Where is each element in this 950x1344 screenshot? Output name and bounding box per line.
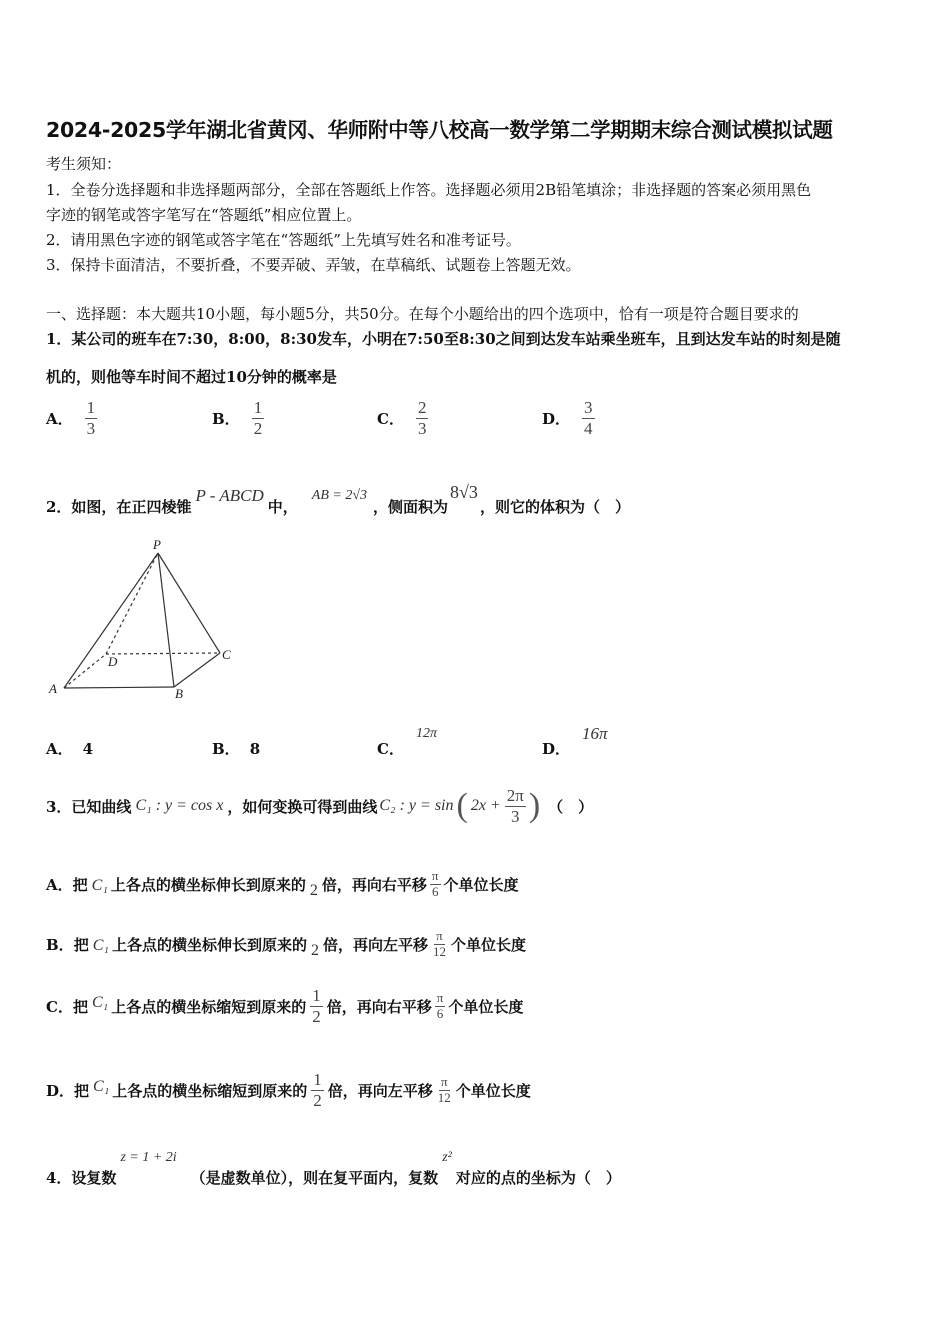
vertex-label-p: P xyxy=(153,537,161,552)
q1-option-c[interactable] xyxy=(377,398,428,438)
option-label: B． xyxy=(212,409,240,428)
option-label: D． xyxy=(542,409,571,428)
edge-ad xyxy=(64,654,106,688)
fraction: $\frac{1}{2}$ xyxy=(253,398,263,438)
edge-pc xyxy=(158,553,220,653)
q1-option-a[interactable] xyxy=(46,398,97,438)
vertex-label-b: B xyxy=(175,686,183,701)
edge-pd xyxy=(106,553,158,654)
vertex-label-d: D xyxy=(108,654,118,669)
q1-option-b[interactable] xyxy=(212,398,264,438)
q3-option-c[interactable]: C． 把 C₁ 上各点的横坐标缩短到原来的 $\frac{1}{2}$ 倍，再向右平移 $\frac{\pi}{6}$ 个单位长度 xyxy=(46,986,524,1026)
option-label: A． xyxy=(46,409,73,428)
q1-stem-cont: 机的，则他等车时间不超过10分钟的概率是 xyxy=(46,368,337,386)
notice-item-3: 3．保持卡面清洁，不要折叠，不要弄破、弄皱，在草稿纸、试题卷上答题无效。 xyxy=(46,256,581,274)
fraction: $\frac{1}{3}$ xyxy=(86,398,96,438)
paren-left: ( xyxy=(456,787,468,825)
q1-stem: 1．某公司的班车在7:30，8:00，8:30发车，小明在7:50至8:30之间到达发车站乘坐班车，且到达发车站的时刻是随 xyxy=(46,330,841,348)
q3-option-b[interactable]: B． 把 C₁ 上各点的横坐标伸长到原来的 2 倍，再向左平移 $\frac{\pi}{12}$ 个单位长度 xyxy=(46,927,526,959)
vertex-label-c: C xyxy=(222,647,231,662)
page-title: 2024-2025学年湖北省黄冈、华师附中等八校高一数学第二学期期末综合测试模拟试题 xyxy=(46,118,833,142)
q3-option-d[interactable]: D． 把 C₁ 上各点的横坐标缩短到原来的 $\frac{1}{2}$ 倍，再向左平移 $\frac{\pi}{12}$ 个单位长度 xyxy=(46,1070,531,1110)
notice-item-1: 1．全卷分选择题和非选择题两部分，全部在答题纸上作答。选择题必须用2B铅笔填涂；非选择题的答案必须用黑色 xyxy=(46,181,812,199)
notice-item-2: 2．请用黑色字迹的钢笔或答字笔在“答题纸”上先填写姓名和准考证号。 xyxy=(46,231,521,249)
q2-option-c[interactable]: C． 12π xyxy=(377,726,437,758)
q2-option-a[interactable]: A． 4 xyxy=(46,740,94,758)
q2-option-d[interactable]: D． 16π xyxy=(542,724,608,758)
option-label: C． xyxy=(377,409,404,428)
q1-option-d[interactable] xyxy=(542,398,595,438)
q3-option-a[interactable]: A． 把 C₁ 上各点的横坐标伸长到原来的 2 倍，再向右平移 $\frac{\pi}{6}$ 个单位长度 xyxy=(46,867,519,899)
paren-right: ) xyxy=(528,787,541,825)
q4-stem: 4．设复数 z = 1 + 2i （是虚数单位），则在复平面内，复数 z² 对应的点的坐标为（ ） xyxy=(46,1150,621,1187)
notice-item-1-cont: 字迹的钢笔或答字笔写在“答题纸”相应位置上。 xyxy=(46,206,362,224)
vertex-label-a: A xyxy=(49,681,57,696)
edge-bc xyxy=(174,653,220,687)
fraction: $\frac{3}{4}$ xyxy=(584,398,593,438)
pyramid-figure xyxy=(44,535,244,705)
q2-stem: 2．如图，在正四棱锥 P - ABCD 中， AB = 2√3 ，侧面积为 8√3 ，则它的体积为（ ） xyxy=(46,482,630,516)
q2-option-b[interactable]: B． 8 xyxy=(212,740,261,758)
edge-pb xyxy=(158,553,174,687)
edge-dc xyxy=(106,653,220,654)
q3-stem: 3．已知曲线 C₁ : y = cos x ，如何变换可得到曲线 C₂ : y = sin ( 2x + $\frac{2\pi}{3}$ ) （ ） xyxy=(46,786,594,826)
fraction: $\frac{2}{3}$ xyxy=(417,398,427,438)
edge-ab xyxy=(64,687,174,688)
section-heading: 一、选择题：本大题共10小题，每小题5分，共50分。在每个小题给出的四个选项中，恰有一项是符合题目要求的 xyxy=(46,305,799,323)
notice-heading: 考生须知： xyxy=(46,155,122,173)
